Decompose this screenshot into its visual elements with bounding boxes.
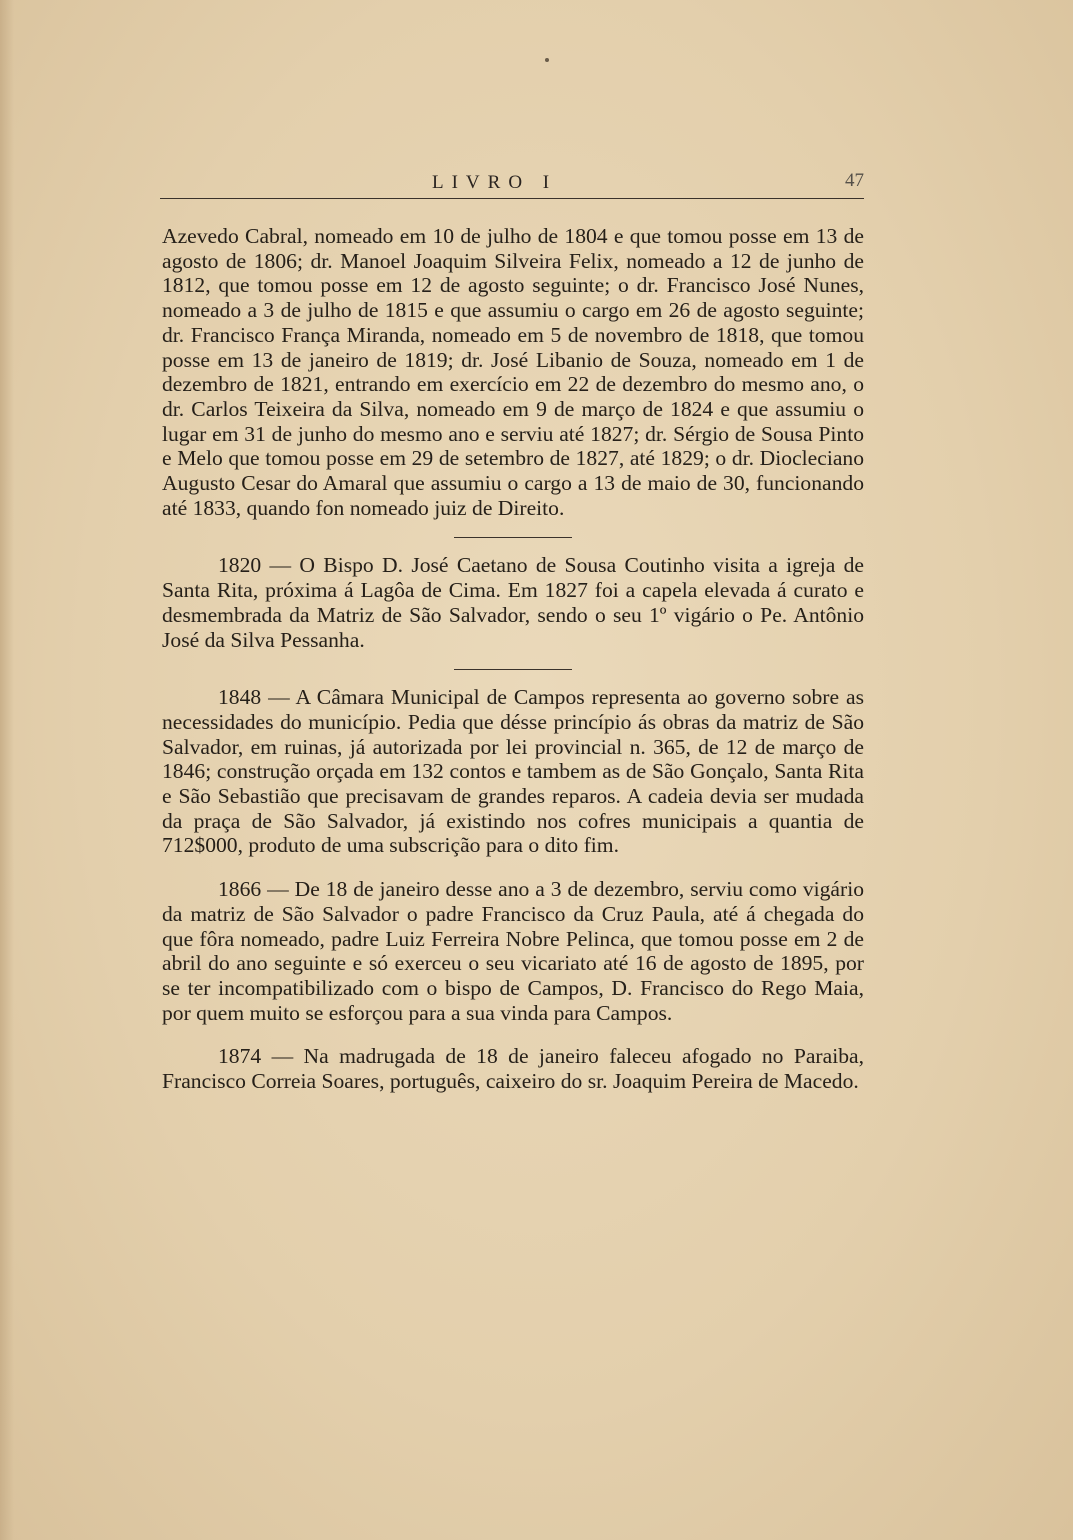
paragraph-1848: 1848 — A Câmara Municipal de Campos representa ao governo sobre as necessidades do município. Pedia que désse princípio ás obras da matriz de São Salvador, em ruinas, já autorizada por lei provincial n. 365, de 12 de março de 1846; construção orçada em 132 contos e tambem as de São Gonçalo, Santa Rita e São Sebastião que precisavam de grandes reparos. A cadeia devia ser mudada da praça de São Salvador, já existindo nos cofres municipais a quantia de 712$000, produto de uma subscrição para o dito fim.	[162, 685, 864, 858]
paragraph-1874: 1874 — Na madrugada de 18 de janeiro faleceu afogado no Paraiba, Francisco Correia Soares, português, caixeiro do sr. Joaquim Pereira de Macedo.	[162, 1044, 864, 1094]
paragraph-continuation: Azevedo Cabral, nomeado em 10 de julho de 1804 e que tomou posse em 13 de agosto de 1806; dr. Manoel Joaquim Silveira Felix, nomeado a 12 de junho de 1812, que tomou posse em 12 de agosto seguinte; o dr. Francisco José Nunes, nomeado a 3 de julho de 1815 e que assumiu o cargo em 26 de agosto seguinte; dr. Francisco França Miranda, nomeado em 5 de novembro de 1818, que tomou posse em 13 de janeiro de 1819; dr. José Libanio de Souza, nomeado em 1 de dezembro de 1821, entrando em exercício em 22 de dezembro do mesmo ano, o dr. Carlos Teixeira da Silva, nomeado em 9 de março de 1824 e que assumiu o lugar em 31 de junho do mesmo ano e serviu até 1827; dr. Sérgio de Sousa Pinto e Melo que tomou posse em 29 de setembro de 1827, até 1829; o dr. Diocleciano Augusto Cesar do Amaral que assumiu o cargo a 13 de maio de 30, funcionando até 1833, quando fon nomeado juiz de Direito.	[162, 224, 864, 520]
header-rule	[160, 198, 864, 199]
paper-speck	[545, 58, 549, 62]
page-number: 47	[845, 170, 864, 191]
page-left-edge-shadow	[0, 0, 14, 1540]
section-divider	[454, 669, 572, 670]
body-text	[162, 224, 864, 1094]
running-head: LIVRO I	[432, 172, 558, 193]
paragraph-1866: 1866 — De 18 de janeiro desse ano a 3 de dezembro, serviu como vigário da matriz de São Salvador o padre Francisco da Cruz Paula, até á chegada do que fôra nomeado, padre Luiz Ferreira Nobre Pelinca, que tomou posse em 2 de abril do ano seguinte e só exerceu o seu vicariato até 16 de agosto de 1895, por se ter incompatibilizado com o bispo de Campos, D. Francisco do Rego Maia, por quem muito se esforçou para a sua vinda para Campos.	[162, 877, 864, 1025]
paragraph-1820: 1820 — O Bispo D. José Caetano de Sousa Coutinho visita a igreja de Santa Rita, próxima á Lagôa de Cima. Em 1827 foi a capela elevada á curato e desmembrada da Matriz de São Salvador, sendo o seu 1º vigário o Pe. Antônio José da Silva Pessanha.	[162, 553, 864, 652]
paragraph-spacer	[162, 1025, 864, 1044]
page-header	[160, 166, 864, 196]
paragraph-spacer	[162, 858, 864, 877]
section-divider	[454, 537, 572, 538]
